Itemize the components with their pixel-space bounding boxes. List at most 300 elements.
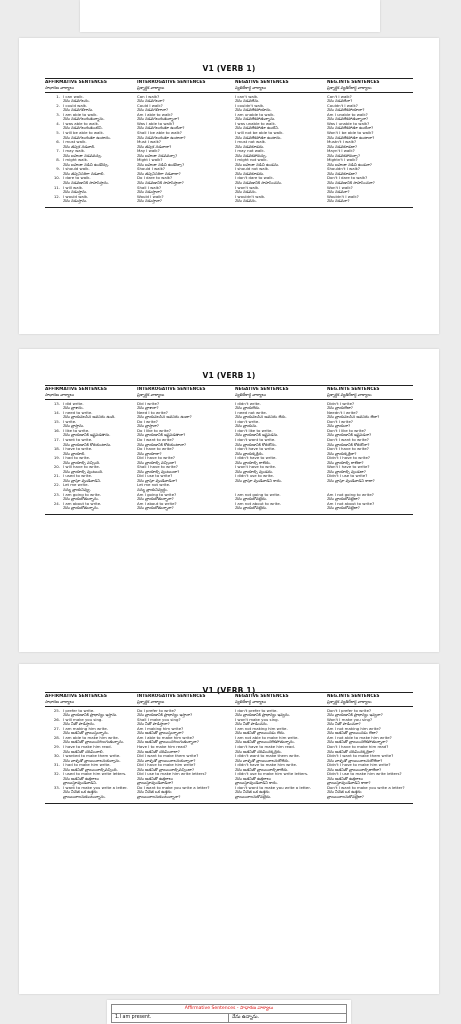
sentence-text: నేను వ్రాస్తానా? — [137, 424, 159, 429]
sentence-text: I won't have to write. — [235, 465, 277, 470]
sentence-text: నేను నడుస్తాను. — [63, 199, 88, 204]
sentence-text: నేను వ్రాయబోతున్నాను. — [63, 506, 99, 511]
sentence-text: Won't I walk? — [327, 185, 353, 190]
sentence-text: నేను నడవకపోవచ్చు. — [235, 153, 268, 158]
sentence-text: నేను అతనితో చదివించక్కర్లేదు. — [235, 749, 282, 754]
sentence-text: నేను అతనితో వ్రాయిస్తున్నాను. — [63, 731, 109, 736]
affirmative-heading: Affirmative Sentences - సాధారణ వాక్యాలు — [111, 1004, 347, 1014]
sentence-text: నేను నడవనా? — [327, 199, 350, 204]
sentence-text: నేను అతనితో వ్రాయించాల్సివచ్చిందా? — [137, 767, 195, 772]
sentence-text: నేను వ్రాయడానికి ఇష్టపడనా? — [327, 433, 372, 438]
sentence-text: Am I about to write? — [137, 501, 177, 506]
sentence-number: 17. — [53, 437, 60, 442]
sentence-text: నేను నడవగలను. — [63, 99, 90, 104]
sentence-text: నేను వ్రాయవలసిన అవసరం లేదా? — [327, 415, 380, 420]
sentence-text: Don't I write? — [327, 419, 353, 424]
sentence-text: నేను అతనితో వ్రాయించలేకపోతున్నానా? — [327, 740, 388, 745]
sentence-text: I won't walk. — [235, 185, 260, 190]
sentence-text: వ్రాయిస్తూవుండేవాడినా? — [137, 781, 174, 786]
col-affirmative: AFFIRMATIVE SENTENCES సాధారణ వాక్యాలు — [45, 694, 107, 705]
table-cell — [229, 506, 321, 511]
sentence-text: నేను వ్రాయడానికి కోరుకోనా? — [327, 442, 370, 447]
sentence-text: I don't prefer to write. — [235, 708, 278, 713]
sentence-text: I did write. — [63, 401, 84, 406]
page-title: V1 (VERB 1) — [202, 686, 256, 695]
sentence-text: నేను నడవను. — [235, 190, 257, 195]
sentence-text: Shall I walk? — [137, 185, 162, 190]
sentence-number: 4. — [56, 121, 60, 126]
sentence-text: I should not walk. — [235, 167, 270, 172]
sentence-text: నేను నడవడానికి సాహసించను. — [235, 180, 283, 185]
sentence-text: Am I able to walk? — [137, 112, 173, 117]
page-4-fragment — [107, 1000, 351, 1024]
sentence-text: Didn't I use to write? — [327, 474, 368, 479]
sentence-text: I can walk. — [63, 94, 84, 99]
sentence-text: నేను తప్పనిసరిగా నడవాలా? — [137, 171, 181, 176]
sentence-text: నేను నడవకూడదా? — [327, 171, 358, 176]
sentence-text: Wouldn't I walk? — [327, 194, 359, 199]
sentence-number: 31. — [53, 763, 60, 768]
sentence-text: నేను వ్రాయాల్సి రాలేదు. — [235, 460, 271, 465]
sentence-text: I won't make you sing. — [235, 717, 279, 722]
col-interrogative: INTERROGATIVE SENTENCES ప్రశ్నార్థక వాక్యాలు — [137, 387, 206, 398]
sentence-text: Won't I make you sing? — [327, 717, 373, 722]
sentence-text: నేను బహుశా నడిచి ఉండొచ్చు. — [63, 162, 110, 167]
sentence-text: నేను వ్రాయాల్సి వుంటుందా? — [137, 469, 180, 474]
sentence-table — [45, 385, 413, 515]
sentence-text: నేను నడవలేకపోతున్నాను. — [235, 117, 276, 122]
sentence-text: నేను వ్రాయాల్సి వుంటుంది. — [63, 469, 104, 474]
sentence-text: Am I not going to write? — [327, 492, 374, 497]
sentence-text: I don't like to write. — [235, 428, 273, 433]
sentence-text: నేను వ్రాయబోవట్లేదు. — [235, 506, 268, 511]
sentence-text: నేను నడవగలుగుతూ ఉంటినా? — [137, 126, 185, 131]
sentence-text: May I walk? — [137, 149, 160, 154]
sentence-text: I would walk. — [63, 194, 89, 199]
col-affirmative: AFFIRMATIVE SENTENCES సాధారణ వాక్యాలు — [45, 80, 107, 91]
sentence-text: నేను వ్రాయడానికి ప్రాధాన్యం ఇస్తానా? — [137, 713, 193, 718]
sentence-text: నేను తప్పక నడవాలి. — [63, 144, 96, 149]
sentence-text: I may walk. — [63, 149, 86, 154]
sentence-text: I don't have to write. — [235, 447, 276, 452]
sentence-text: Need I to write? — [137, 410, 168, 415]
sentence-text: I didn't want to make them write. — [235, 754, 300, 759]
sentence-text: I will make you sing. — [63, 717, 103, 722]
sentence-text: Would I walk? — [137, 194, 164, 199]
sentence-text: నేను వ్రాయాల్సి వచ్చిందా? — [137, 460, 177, 465]
sentence-text: Do I like to write? — [137, 428, 171, 433]
table-cell — [45, 506, 137, 511]
sentence-text: నేను నడవడానికి సాహసిస్తానా? — [137, 180, 184, 185]
sentence-text: నేను నడవకూడదు. — [235, 144, 265, 149]
sentence-text: Did I have to write? — [137, 456, 175, 461]
sentence-text: నేను వ్రాయాల్సి వుండదా? — [327, 469, 366, 474]
sentence-table — [45, 78, 413, 208]
sentence-text: నేను బహుశా నడిచి ఉండను. — [235, 162, 280, 167]
sentence-number: 5. — [56, 130, 60, 135]
sentence-text: నేను వ్రాయక్కర్లేదా? — [327, 451, 357, 456]
sentence-text: I didn't use to write. — [235, 474, 274, 479]
page-1 — [19, 38, 439, 334]
sentence-number: 3. — [56, 112, 60, 117]
sentence-text: I will be able to walk. — [63, 130, 104, 135]
sentence-text: I am able to make him write. — [63, 735, 120, 740]
sentence-text: Am I not able to make him write? — [327, 735, 392, 740]
sentence-text: I am not going to write. — [235, 492, 281, 497]
sentence-text: నేను నడవగలుగుతూ ఉంటానా? — [137, 135, 186, 140]
sentence-number: 15. — [53, 419, 60, 424]
sentence-text: నేను నడవగలిగాను. — [63, 108, 94, 113]
sentence-text: నేను అతనితో చదివించక్కర్లేదా? — [327, 749, 375, 754]
sentence-text: నేను వ్రాశానా? — [137, 406, 159, 411]
sentence-text: నేను అతనితో వ్రాయించడం లేదా? — [327, 731, 378, 736]
sentence-number: 33. — [53, 785, 60, 790]
sentence-text: Shall I make you sing? — [137, 717, 181, 722]
sentence-text: Must I walk? — [137, 140, 161, 145]
sentence-text: వ్రాయించాలనుకుంటున్నాను. — [63, 794, 106, 799]
sentence-text: నేను వ్రాయబోవట్లేదా? — [327, 497, 360, 502]
sentence-text: I may not walk. — [235, 149, 265, 154]
sentence-text: Mightn't I walk? — [327, 158, 358, 163]
table-row — [111, 1014, 347, 1023]
sentence-text: నేను అతనితో వ్రాయించగలుగుతున్నానా? — [137, 740, 199, 745]
sentence-text: Do I write? — [137, 419, 158, 424]
sentence-text: నేను నీతో పాడిస్తానా? — [137, 722, 170, 727]
sentence-text: నేను అతనితో వ్రాయిస్తున్నానా? — [137, 731, 184, 736]
sentence-text: నేను వ్రాయనా? — [327, 424, 351, 429]
sentence-text: I didn't write. — [235, 401, 261, 406]
col-negative: NEGATIVE SENTENCES వ్యతిరేకార్థ వాక్యాలు — [235, 694, 289, 705]
sentence-text: నేను అతనితో ఉత్తరాలు — [235, 776, 271, 781]
sentence-text: నేను వ్రాస్తూ వుండేవాడిని. — [63, 478, 102, 483]
col-neg-inte: NEG.INTE SENTENCES ప్రశ్నార్థక వ్యతిరేకార్థ వాక్యాలు — [327, 694, 380, 705]
sentence-text: I am able to walk. — [63, 112, 98, 117]
sentence-text: I must walk. — [63, 140, 87, 145]
sentence-text: I should walk. — [63, 167, 90, 172]
sentence-text: Won't I have to write? — [327, 465, 370, 470]
sentence-text: I write. — [63, 419, 77, 424]
sentence-text: నేను వ్రాయక్కర్లేదు. — [235, 451, 264, 456]
page-2 — [19, 349, 439, 652]
sentence-text: నేను వ్రాస్తాను. — [63, 424, 85, 429]
sentence-text: నేను నడవగలుగుతున్నానా? — [137, 117, 180, 122]
sentence-text: I might walk. — [63, 158, 89, 163]
sentence-text: Could I walk? — [137, 103, 163, 108]
col-neg-inte: NEG.INTE SENTENCES ప్రశ్నార్థక వ్యతిరేకార్థ వాక్యాలు — [327, 80, 380, 91]
row-english: 1.I am present. — [112, 1014, 229, 1022]
sentence-text: నేను నడుస్తానా? — [137, 199, 162, 204]
sentence-text: నేను వ్రాయవలసిన అవసరం లేదు. — [235, 415, 287, 420]
table-rows — [45, 402, 413, 511]
sentence-text: I will walk. — [63, 185, 84, 190]
sentence-text: Shall I be able to walk? — [137, 130, 182, 135]
table-header — [45, 385, 413, 400]
sentence-text: Am I able to make him write? — [137, 735, 195, 740]
col-neg-inte: NEG.INTE SENTENCES ప్రశ్నార్థక వ్యతిరేకార్థ వాక్యాలు — [327, 387, 380, 398]
sentence-text: I am going to write. — [63, 492, 102, 497]
sentence-text: Do I have to write? — [137, 447, 174, 452]
table-cell — [321, 199, 413, 204]
sentence-text: నేను అతనితో చదివించాలా? — [137, 749, 180, 754]
sentence-text: I didn't have to write. — [235, 456, 277, 461]
sentence-text: నేను అతనితో వ్రాయించడం లేదు. — [235, 731, 286, 736]
sentence-text: నేను నడవకూడదా? — [327, 144, 358, 149]
sentence-text: నేను నీచేత ఒక ఉత్తరం — [137, 790, 172, 795]
sentence-text: నేను నడవను. — [235, 199, 257, 204]
page-title: V1 (VERB 1) — [202, 371, 256, 380]
sentence-number: 13. — [53, 401, 60, 406]
sentence-text: Do I want to make you write a letter? — [137, 785, 210, 790]
sentence-text: నేను తప్పనిసరిగా నడవాలి. — [63, 171, 105, 176]
sentence-text: Do I want to write? — [137, 437, 174, 442]
sentence-text: నేను నీతో పాడించనా? — [327, 722, 361, 727]
sentence-text: I like to write. — [63, 428, 90, 433]
table-row — [45, 199, 413, 204]
table-bottom-rule — [45, 803, 413, 804]
page-title: V1 (VERB 1) — [202, 64, 256, 73]
sentence-text: I had to write. — [63, 456, 91, 461]
sentence-text: Didn't I have to write? — [327, 456, 371, 461]
table-cell — [229, 795, 321, 800]
sentence-text: వ్రాయిస్తూవుండేవాడిని. — [63, 781, 98, 786]
sentence-text: నేను వ్రాయాలి. — [63, 451, 86, 456]
sentence-text: నేను నీచేత ఒక ఉత్తరం — [235, 790, 270, 795]
table-bottom-rule — [45, 207, 413, 208]
table-cell — [137, 199, 229, 204]
table-bottom-rule — [45, 514, 413, 515]
sentence-text: నేను నడవనా? — [327, 190, 350, 195]
sentence-text: Did I use to make him write letters? — [137, 772, 207, 777]
sentence-text: నేను నడవగలుగుతుంటిని. — [63, 126, 103, 131]
table-header — [45, 692, 413, 707]
sentence-number: 29. — [53, 744, 60, 749]
sentence-text: I will not be able to walk. — [235, 130, 284, 135]
sentence-text: Don't I have to make him read? — [327, 744, 389, 749]
sentence-text: I have to write. — [63, 447, 93, 452]
sentence-text: Do I dare to walk? — [137, 176, 173, 181]
sentence-table — [45, 692, 413, 804]
sentence-text: Don't I want to write? — [327, 437, 369, 442]
sentence-text: Didn't I write? — [327, 401, 355, 406]
sentence-text: I used to write. — [63, 474, 93, 479]
sentence-text: నేను వాళ్ళతో వ్రాయించాలనుకున్నానా? — [137, 758, 196, 763]
sentence-text: నేను వ్రాయవలసిన అవసరం ఉంది. — [63, 415, 116, 420]
sentence-text: నేను నడవడానికి సాహసిస్తాను. — [63, 180, 109, 185]
sentence-text: Don't I have to write? — [327, 447, 369, 452]
sentence-text: నేను వ్రాయాలా? — [137, 451, 162, 456]
sentence-text: Can't I walk? — [327, 94, 352, 99]
col-affirmative: AFFIRMATIVE SENTENCES సాధారణ వాక్యాలు — [45, 387, 107, 398]
sentence-text: I want to write. — [63, 437, 93, 442]
sentence-number: 19. — [53, 456, 60, 461]
sentence-text: Didn't I have to make him write? — [327, 763, 391, 768]
sentence-text: Was I unable to walk? — [327, 121, 370, 126]
sentence-text: నేను నడవలేను. — [235, 99, 260, 104]
sentence-text: I was able to walk. — [63, 121, 100, 126]
table-row — [45, 795, 413, 800]
sentence-text: నేను అతనితో వ్రాయించలేకపోతున్నాను. — [235, 740, 295, 745]
sentence-number: 25. — [53, 708, 60, 713]
sentence-text: నేను వ్రాయబోవట్లేదు. — [235, 497, 268, 502]
sentence-number: 20. — [53, 465, 60, 470]
sentence-text: I need to write. — [63, 410, 93, 415]
sentence-text: నేను నడవగలిగానా? — [137, 108, 169, 113]
sentence-number: 6. — [56, 140, 60, 145]
sentence-text: Couldn't I walk? — [327, 103, 358, 108]
sentence-text: Don't I prefer to write? — [327, 708, 372, 713]
sentence-text: నేను అతనితో ఉత్తరాలు — [137, 776, 173, 781]
sentence-text: I don't want to write. — [235, 437, 276, 442]
sentence-text: నేను వ్రాయను. — [235, 424, 258, 429]
sentence-number: 8. — [56, 158, 60, 163]
table-cell — [321, 795, 413, 800]
sentence-text: నేను వ్రాస్తూ వుండేవాడిని కాదు. — [235, 478, 282, 483]
sentence-text: I couldn't walk. — [235, 103, 265, 108]
table-cell — [321, 506, 413, 511]
sentence-text: నేను నడవలేకపోతూ ఉంటాను. — [235, 135, 282, 140]
sentence-number: 12. — [53, 194, 60, 199]
sentence-number: 10. — [53, 176, 60, 181]
col-negative: NEGATIVE SENTENCES వ్యతిరేకార్థ వాక్యాలు — [235, 387, 289, 398]
sentence-number: 14. — [53, 410, 60, 415]
sentence-text: నేను బహుశా నడవవచ్చా? — [137, 153, 178, 158]
sentence-text: నేను నడవలేకపోతున్నానా? — [327, 117, 369, 122]
sentence-text: I have to make him read. — [63, 744, 112, 749]
sentence-text: నేను వ్రాయబోతున్నాను. — [63, 497, 99, 502]
sentence-text: నేను నడవగలుగుతూ ఉంటాను. — [63, 135, 111, 140]
sentence-text: నేను నడవలేకపోయాను. — [235, 108, 272, 113]
sentence-text: నేను తప్పక నడవాలా? — [137, 144, 172, 149]
sentence-number: 11. — [53, 185, 60, 190]
sentence-text: నేను నడవగలుగుతున్నాను. — [63, 117, 105, 122]
sentence-text: Should I walk? — [137, 167, 165, 172]
sentence-text: నేను వ్రాయడానికి కోరుకుంటానా? — [137, 442, 187, 447]
sentence-text: నేను వ్రాయడానికి కోరుకుంటాను. — [63, 442, 112, 447]
sentence-text: Mustn't I walk? — [327, 140, 357, 145]
sentence-text: I don't dare to walk. — [235, 176, 274, 181]
sentence-text: I was unable to walk. — [235, 121, 276, 126]
sentence-text: నేను బహుశా నడిచి ఉండొచ్చా? — [137, 162, 185, 167]
sentence-text: I must not walk. — [235, 140, 267, 145]
sentence-text: I will have to write. — [63, 465, 100, 470]
sentence-text: నన్ను వ్రాయనివ్వు. — [63, 487, 91, 492]
sentence-text: వ్రాయిస్తూవుండేవాడిని కాదా? — [327, 781, 371, 786]
sentence-text: I don't have to make him read. — [235, 744, 295, 749]
sentence-text: Am I making him write? — [137, 726, 184, 731]
sentence-text: Let me write. — [63, 483, 89, 488]
sentence-text: నేను వ్రాస్తూ వుండేవాడినా? — [137, 478, 178, 483]
sentence-text: I don't write. — [235, 419, 260, 424]
sentence-text: Let me not write. — [137, 483, 171, 488]
table-cell — [137, 795, 229, 800]
sentence-text: నేను అతనితో ఉత్తరాలు — [63, 776, 99, 781]
sentence-text: నేను వ్రాయబోవట్లేదా? — [327, 506, 360, 511]
sentence-text: నేను నడవకూడదు. — [235, 171, 265, 176]
sentence-text: I can't walk. — [235, 94, 259, 99]
sentence-text: నేను వ్రాయాల్సి రాలేదా? — [327, 460, 364, 465]
sentence-text: I want to make you write a letter. — [63, 785, 128, 790]
sentence-text: నేను వాళ్ళతో వ్రాయించాలనుకోలేదు. — [235, 758, 290, 763]
sentence-text: నేను వ్రాయడానికి కోరుకోను. — [235, 442, 277, 447]
sentence-text: I am not able to make him write. — [235, 735, 299, 740]
sentence-text: I am about to write. — [63, 501, 102, 506]
row-telugu: నేను ఉన్నాను. — [232, 1015, 260, 1020]
sentence-text: నేను వ్రాయడానికి ప్రాధాన్యం ఇస్తాను. — [63, 713, 118, 718]
sentence-text: I might not walk. — [235, 158, 268, 163]
sentence-text: Did I use to write? — [137, 474, 173, 479]
sentence-text: I could walk. — [63, 103, 88, 108]
sentence-text: Don't I dare to walk? — [327, 176, 368, 181]
sentence-text: I need not write. — [235, 410, 267, 415]
sentence-text: నేను అతనితో వ్రాయించాల్సివచ్చింది. — [63, 767, 118, 772]
sentence-number: 21. — [53, 474, 60, 479]
sentence-text: వ్రాయించాలనుకోవట్లేదా? — [327, 794, 364, 799]
sentence-text: నేను వ్రాయడానికి ఇష్టపడను. — [235, 433, 279, 438]
sentence-text: I prefer to write. — [63, 708, 95, 713]
sentence-number: 1. — [56, 94, 60, 99]
sentence-text: నేను నడవలేకపోతూ ఉంటిని. — [235, 126, 280, 131]
sentence-text: నేను వ్రాయాల్సి వచ్చింది. — [63, 460, 101, 465]
sentence-text: Shouldn't I walk? — [327, 167, 360, 172]
sentence-text: నేను నడవడానికి సాహసించనా? — [327, 180, 375, 185]
sentence-text: నేను నడుస్తాను. — [63, 190, 88, 195]
sentence-text: నేను వ్రాయబోతున్నానా? — [137, 497, 174, 502]
sentence-text: నేను నీతో పాడిస్తాను. — [63, 722, 95, 727]
sentence-text: నేను వ్రాయలేదు. — [235, 406, 261, 411]
sentence-text: నేను వ్రాస్తూ వుండేవాడిని కాదా? — [327, 478, 375, 483]
col-interrogative: INTERROGATIVE SENTENCES ప్రశ్నార్థక వాక్యాలు — [137, 694, 206, 705]
sentence-number: 28. — [53, 735, 60, 740]
table-rows — [45, 95, 413, 204]
sentence-text: నేను వ్రాయబోతున్నానా? — [137, 506, 174, 511]
sentence-text: నేను వ్రాయడానికి ఇష్టపడతానా? — [137, 433, 186, 438]
sentence-text: నేను నడవలేకపోయానా? — [327, 108, 365, 113]
sentence-number: 24. — [53, 501, 60, 506]
sentence-text: I wanted to make them write. — [63, 754, 121, 759]
sentence-text: నేను వ్రాయడానికి ప్రాధాన్యం ఇవ్వను. — [235, 713, 291, 718]
sentence-text: I had to make him write. — [63, 763, 111, 768]
page-3 — [19, 664, 439, 994]
sentence-text: Needn't I write? — [327, 410, 358, 415]
sentence-text: వ్రాయించాలనుకుంటున్నానా? — [137, 794, 181, 799]
sentence-text: వ్రాయిస్తూవుండేవాడిని కాదు. — [235, 781, 278, 786]
sentence-text: నేను నడవగలనా? — [137, 99, 165, 104]
sentence-text: నేను వాళ్ళతో వ్రాయించాలనుకోలేదా? — [327, 758, 383, 763]
sentence-number: 26. — [53, 717, 60, 722]
sentence-text: నేను అతనితో వ్రాయించాల్సిరాలేదా? — [327, 767, 382, 772]
sentence-number: 2. — [56, 103, 60, 108]
sentence-text: I am making him write. — [63, 726, 109, 731]
sentence-number: 27. — [53, 726, 60, 731]
sentence-text: I don't want to make you write a letter. — [235, 785, 311, 790]
sentence-text: Have I to make him read? — [137, 744, 188, 749]
sentence-number: 32. — [53, 772, 60, 777]
table-cell — [45, 795, 137, 800]
sentence-text: Don't I like to write? — [327, 428, 366, 433]
sentence-text: నేను వ్రాయడానికి ఇష్టపడతాను. — [63, 433, 111, 438]
sentence-text: Did I have to make him write? — [137, 763, 196, 768]
sentence-text: నేను నడవలేకపోతూ ఉంటానా? — [327, 135, 375, 140]
table-row — [45, 506, 413, 511]
table-rows — [45, 709, 413, 800]
sentence-number: 9. — [56, 167, 60, 172]
sentence-text: నేను నడవలేకపోతూ ఉంటినా? — [327, 126, 374, 131]
sentence-text: Didn't I use to make him write letters? — [327, 772, 402, 777]
sentence-text: Mayn't I walk? — [327, 149, 355, 154]
sentence-text: నేను బహుశా నడవవచ్చు. — [63, 153, 103, 158]
sentence-text: నేను అతనితో చదివించాలి. — [63, 749, 104, 754]
table-cell — [45, 199, 137, 204]
